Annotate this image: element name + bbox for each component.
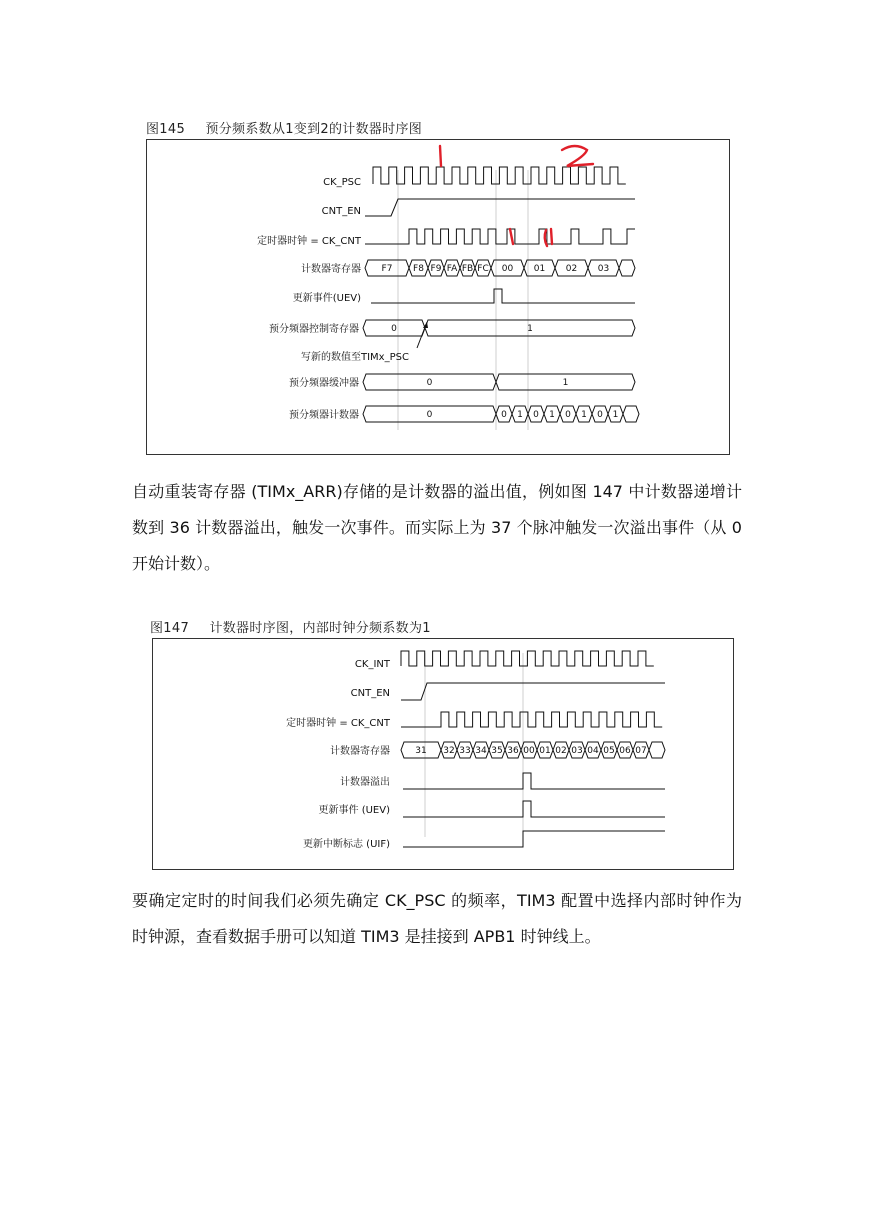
label-overflow: 计数器溢出: [340, 777, 390, 788]
handwriting-tick-1: [510, 229, 513, 244]
cnt-reg-value: 36: [507, 746, 519, 756]
uif-wave: [403, 831, 665, 847]
cnt-reg-value: 32: [443, 746, 455, 756]
label-ck-cnt: 定时器时钟 = CK_CNT: [257, 236, 361, 247]
psc-buf-value: 1: [562, 378, 569, 388]
handwriting-mark-1: [440, 146, 441, 166]
label-ck-cnt: 定时器时钟 = CK_CNT: [286, 718, 390, 729]
body-paragraph-1: 自动重装寄存器 (TIMx_ARR)存储的是计数器的溢出值，例如图 147 中计数器递增计数到 36 计数器溢出，触发一次事件。而实际上为 37 个脉冲触发一次溢出事件（从 0 开始计数）。: [132, 482, 742, 573]
psc-cnt-value: 0: [565, 410, 571, 420]
cnt-reg-value: 07: [635, 746, 647, 756]
psc-buf-value: 0: [426, 378, 433, 388]
uev-wave: [403, 801, 665, 817]
cnt-reg-value: 03: [597, 264, 610, 274]
psc-cnt-value: 1: [581, 410, 587, 420]
psc-ctrl-value: 0: [391, 324, 397, 334]
label-psc-cnt: 预分频器计数器: [289, 410, 359, 421]
cnt-reg-value: 35: [491, 746, 503, 756]
label-ck-psc: CK_PSC: [323, 177, 361, 188]
psc-cnt-segment: [623, 406, 639, 422]
psc-cnt-value: 0: [426, 410, 433, 420]
label-cnt-en: CNT_EN: [321, 206, 361, 217]
body-paragraph-2: 要确定定时的时间我们必须先确定 CK_PSC 的频率，TIM3 配置中选择内部时钟作为时钟源，查看数据手册可以知道 TIM3 是挂接到 APB1 时钟线上。: [132, 891, 742, 946]
cnt-reg-value: 00: [501, 264, 514, 274]
cnt-reg-value: FA: [446, 264, 458, 274]
label-uev: 更新事件(UEV): [292, 293, 361, 304]
timing-diagram-145: [147, 140, 729, 454]
label-uif: 更新中断标志 (UIF): [302, 839, 390, 850]
cnt-reg-value: FC: [477, 264, 489, 274]
cnt-en-wave: [365, 199, 635, 216]
overflow-wave: [403, 773, 665, 789]
ck-cnt-wave: [365, 229, 635, 244]
figure-145-title: 预分频系数从1变到2的计数器时序图: [205, 122, 423, 137]
cnt-reg-segment: [619, 260, 635, 276]
psc-ctrl-value: 1: [527, 324, 533, 334]
cnt-reg-value: F8: [413, 264, 424, 274]
label-psc-ctrl: 预分频器控制寄存器: [269, 324, 359, 335]
cnt-reg-value: 31: [415, 746, 427, 756]
figure-147-caption: [150, 617, 431, 636]
psc-cnt-value: 0: [501, 410, 507, 420]
label-cnt-reg: 计数器寄存器: [301, 264, 361, 275]
cnt-reg-value: 01: [533, 264, 546, 274]
cnt-reg-value: 02: [555, 746, 567, 756]
figure-145-diagram: [146, 139, 730, 455]
cnt-reg-value: 02: [565, 264, 578, 274]
annotation-text: 写新的数值至TIMx_PSC: [301, 352, 409, 363]
cnt-reg-value: 33: [459, 746, 471, 756]
figure-145-number: 图145: [146, 122, 186, 137]
ck-int-wave: [401, 651, 654, 666]
label-uev: 更新事件 (UEV): [318, 805, 390, 816]
cnt-reg-value: 01: [539, 746, 551, 756]
psc-cnt-value: 1: [517, 410, 523, 420]
handwriting-tick-3: [551, 229, 552, 244]
ck-cnt-wave: [401, 712, 662, 727]
psc-cnt-value: 1: [549, 410, 555, 420]
cnt-reg-value: 00: [523, 746, 535, 756]
cnt-reg-value: 03: [571, 746, 583, 756]
cnt-en-wave: [401, 683, 665, 700]
cnt-reg-value: F7: [381, 264, 393, 274]
figure-145-caption: [146, 118, 422, 137]
figure-147-title: 计数器时序图，内部时钟分频系数为1: [209, 621, 431, 636]
figure-147-diagram: [152, 638, 734, 870]
psc-cnt-value: 1: [612, 410, 619, 420]
label-cnt-reg: 计数器寄存器: [330, 746, 390, 757]
uev-wave: [371, 289, 635, 303]
label-cnt-en: CNT_EN: [350, 688, 390, 699]
psc-cnt-value: 0: [533, 410, 539, 420]
ck-psc-wave: [373, 167, 626, 184]
cnt-reg-value: FB: [461, 264, 474, 274]
cnt-reg-value: 06: [619, 746, 631, 756]
cnt-reg-segment: [649, 742, 665, 758]
cnt-reg-value: 34: [475, 746, 487, 756]
timing-diagram-147: [153, 639, 733, 869]
label-ck-int: CK_INT: [354, 659, 390, 670]
cnt-reg-value: 05: [603, 746, 615, 756]
figure-147-number: 图147: [150, 621, 190, 636]
cnt-reg-value: F9: [430, 264, 442, 274]
cnt-reg-value: 04: [587, 746, 599, 756]
label-psc-buf: 预分频器缓冲器: [289, 378, 359, 389]
handwriting-mark-2: [562, 146, 593, 166]
psc-cnt-value: 0: [597, 410, 603, 420]
